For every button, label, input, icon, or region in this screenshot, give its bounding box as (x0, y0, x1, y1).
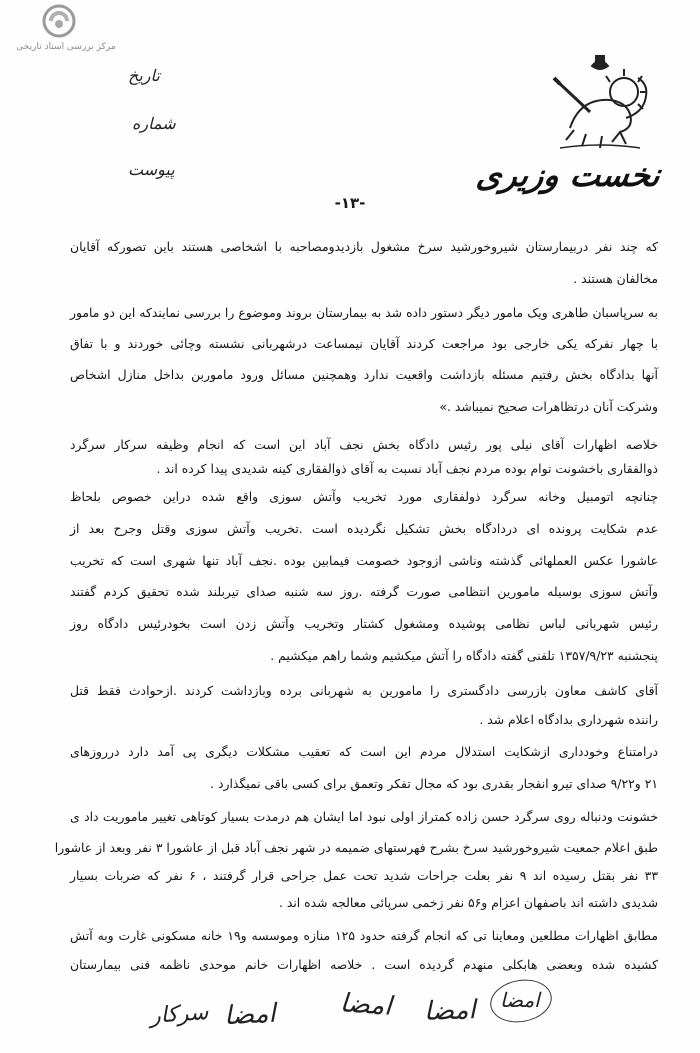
date-label: تاریخ (128, 66, 160, 85)
office-title: نخست وزیری (474, 156, 663, 194)
text-line: به سرپاسبان طاهری ویک مامور دیگر دستور داده شد به بیمارستان بروند وموضوع را بررسی نمایندکه این دو مامور (70, 305, 658, 320)
number-label: شماره (132, 114, 176, 133)
text-line: وآتش سوزی بوسیله مامورین انتظامی صورت گرفته .روز سه شنبه صدای تیربلند شده تحقیق کردم گفتند (70, 584, 658, 599)
text-line: مطابق اظهارات مطلعین ومعاینا تی که انجام گرفته حدود ۱۲۵ منازه وموسسه و۱۹ خانه مسکونی غارت وبه آتش (70, 928, 658, 943)
signature: سرکار (149, 999, 210, 1030)
text-line: طبق اعلام جمعیت شیروخورشید سرخ بشرح فهرستهای ضمیمه در شهر نجف آباد قبل از عاشورا ۳ نفر وبعد از عاشورا (54, 840, 658, 855)
archive-watermark (6, 4, 126, 56)
text-line: آنها بدادگاه بخش رفتیم مسئله بازداشت واقعیت ندارد وهمچنین مسائل ورود ماموربن بداخل منازل اشخاص (70, 367, 658, 382)
text-line: رئیس شهربانی لباس نظامی پوشیده ومشغول کشتار وتخریب وآتش زدن است بخودرئیس دادگاه روز (70, 616, 658, 631)
signature: امضا (423, 995, 477, 1027)
text-line: ذوالفقاری باخشونت توام بوده مردم نجف آباد نسبت به آقای ذوالفقاری کینه شدیدی پیدا کرده اند . (156, 461, 658, 476)
text-line: ۲۱ و۹/۲۲ صدای تیرو انفجار بقدری بود که مجال تفکر وتعمق برای کسی باقی نمیگذارد . (210, 776, 658, 791)
text-line: که چند نفر دربیمارستان شیروخورشید سرخ مشغول بازدیدومصاحبه با اشخاصی هستند باین تصورکه آقایان (70, 239, 658, 254)
lion-and-sun-emblem-icon (540, 52, 660, 152)
text-line: آقای کاشف معاون بازرسی دادگستری را مامورین به شهربانی برده وبازداشت کردند .ازحوادث فقط قتل (70, 683, 658, 698)
signature: امضا (339, 988, 393, 1022)
watermark-text: مرکز بررسی اسناد تاریخی (16, 42, 116, 52)
text-line: کشیده شده وبعضی هابکلی منهدم گردیده است . خلاصه اظهارات خانم موحدی ناظمه فنی بیمارستان (70, 957, 658, 972)
text-line: راننده شهرداری بدادگاه اعلام شد . (479, 712, 658, 727)
text-line: با چهار نفرکه یکی خارجی بود مراجعت کردند آقایان نیمساعت درشهربانی نشسته وچائی خوردند و با تفاق (70, 336, 658, 351)
text-line: پنجشنبه ۱۳۵۷/۹/۲۳ تلفنی گفته دادگاه را آتش میکشیم وشما راهم میکشیم . (270, 648, 658, 663)
text-line: ۳۳ نفر بقتل رسیده اند ۹ نفر بعلت جراحات شدید تحت عمل جراحی قرار گرفتند ، ۶ نفر که ضربات بسیار (70, 868, 658, 883)
text-line: عاشورا عکس العملهائی گذشته وناشی ازوجود خصومت فیمابین بوده .نجف آباد تنها شهری است که تخریب (70, 553, 658, 568)
text-line: خلاصه اظهارات آقای نیلی پور رئیس دادگاه بخش نجف آباد این است که انجام وظیفه سرکار سرگرد (70, 437, 658, 452)
archive-logo-icon (42, 4, 76, 38)
text-line: وشرکت آنان درتظاهرات صحیح نمیباشد .» (439, 399, 658, 414)
text-line: شدیدی داشته اند باصفهان اعزام و۵۶ نفر زخمی سرپائی معالجه شده اند . (278, 895, 658, 910)
enclosure-label: پیوست (128, 160, 175, 179)
text-line: عدم شکایت پرونده ای دردادگاه بخش تشکیل نگردیده است .تخریب وآتش سوزی وقتل وجرح بعد از (70, 521, 658, 536)
signature: امضا (223, 998, 277, 1032)
text-line: مخالفان هستند . (573, 271, 658, 286)
text-line: چنانچه اتومبیل وخانه سرگرد ذولفقاری مورد تخریب وآتش سوزی واقع شده دراین خصوص بلحاظ (70, 489, 658, 504)
text-line: خشونت ودنباله روی سرگرد حسن زاده کمتراز اولی نبود اما ایشان هم درمدت بسیار کوتاهی تغییر ماموریت داد ی (70, 809, 658, 824)
signature: امضا (500, 988, 540, 1012)
text-line: درامتناع وخودداری ازشکایت استدلال مردم این است که تعقیب مشکلات دیگری پی آمد دارد درروزهای (70, 744, 658, 759)
page-number: -۱۳- (334, 194, 366, 212)
